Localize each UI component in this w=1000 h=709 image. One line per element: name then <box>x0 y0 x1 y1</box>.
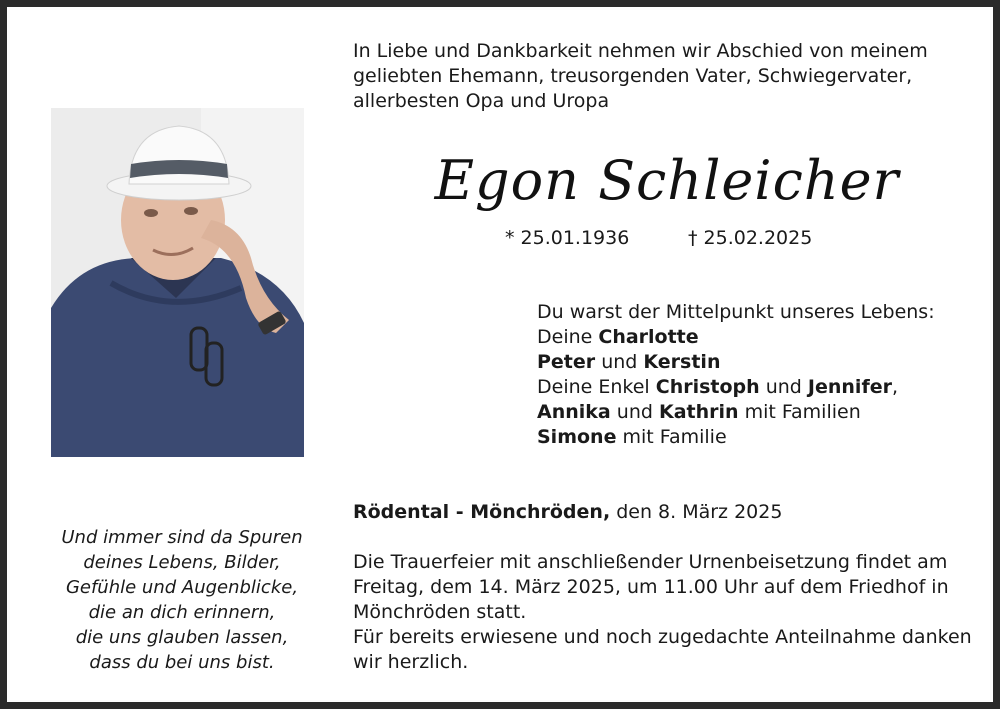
mourners-heading: Du warst der Mittelpunkt unseres Lebens: <box>537 301 935 323</box>
place-date-line <box>353 500 973 525</box>
mourner-text: mit Familien <box>738 401 861 423</box>
poem-line: deines Lebens, Bilder, <box>83 552 281 573</box>
mourner-text: und <box>610 401 659 423</box>
mourner-name: Simone <box>537 426 617 448</box>
poem-line: dass du bei uns bist. <box>89 652 275 673</box>
mourner-name: Kathrin <box>658 401 739 423</box>
mourner-line <box>537 425 977 450</box>
mourner-text: , <box>891 376 899 398</box>
mourner-line <box>537 400 977 425</box>
funeral-details: Die Trauerfeier mit anschließender Urnenbeisetzung findet am Freitag, dem 14. März 2025, um 11.00 Uhr auf dem Friedhof in Mönchröden statt. <box>353 551 949 623</box>
mourner-name: Jennifer <box>807 376 892 398</box>
mourner-line <box>537 375 977 400</box>
birth-date: * 25.01.1936 <box>505 227 630 249</box>
portrait-photo <box>51 108 304 457</box>
mourner-name: Peter <box>537 351 596 373</box>
mourner-name: Charlotte <box>598 326 699 348</box>
mourner-name: Annika <box>537 401 611 423</box>
date: den 8. März 2025 <box>610 501 783 523</box>
poem-line: Gefühle und Augenblicke, <box>65 577 299 598</box>
mourner-text: Deine Enkel <box>537 376 656 398</box>
poem-line: die an dich erinnern, <box>88 602 276 623</box>
mourner-text: mit Familie <box>616 426 727 448</box>
portrait-illustration <box>51 108 304 457</box>
mourner-name: Christoph <box>655 376 760 398</box>
poem-line: Und immer sind da Spuren <box>61 527 303 548</box>
mourner-line <box>537 350 977 375</box>
poem-line: die uns glauben lassen, <box>75 627 289 648</box>
death-date: † 25.02.2025 <box>688 227 813 249</box>
place: Rödental - Mönchröden, <box>353 501 611 523</box>
intro-text: In Liebe und Dankbarkeit nehmen wir Abschied von meinem geliebten Ehemann, treusorgenden Vater, Schwiegervater, allerbesten Opa und Uropa <box>353 40 928 112</box>
mourners-block <box>537 300 977 450</box>
memorial-poem <box>37 525 327 675</box>
service-info <box>353 550 983 675</box>
deceased-name: Egon Schleicher <box>434 149 900 212</box>
mourner-text: Deine <box>537 326 599 348</box>
mourner-line <box>537 325 977 350</box>
thanks-text: Für bereits erwiesene und noch zugedachte Anteilnahme danken wir herzlich. <box>353 626 972 673</box>
mourner-text: und <box>595 351 644 373</box>
mourner-name: Kerstin <box>643 351 721 373</box>
mourner-text: und <box>759 376 808 398</box>
